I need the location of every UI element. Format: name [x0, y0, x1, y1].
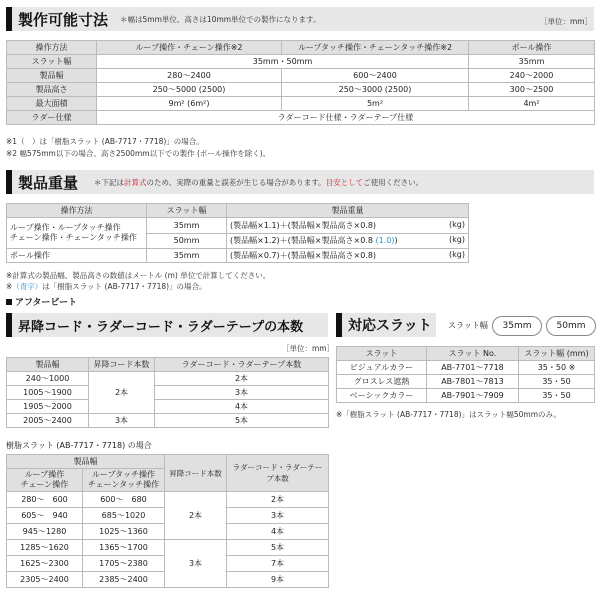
- cord-table: [6, 357, 329, 428]
- cord-cell: 3本: [165, 540, 227, 588]
- cell: 35・50: [519, 389, 595, 403]
- note-text: のため、実際の重量と誤差が生じる場合があります。: [146, 177, 326, 187]
- cell: 3本: [227, 508, 329, 524]
- cell: 4本: [155, 400, 329, 414]
- header-cell: ループタッチ操作 チェーンタッチ操作: [83, 469, 165, 492]
- header-cell: ラダーコード・ラダーテープ本数: [227, 455, 329, 492]
- header-cell: 製品幅: [7, 358, 89, 372]
- cell: 50mm: [147, 233, 227, 249]
- cell: 35mm: [469, 55, 595, 69]
- cell: 1905～2000: [7, 400, 89, 414]
- cell: 1625～2300: [7, 556, 83, 572]
- cell: 600～ 680: [83, 492, 165, 508]
- table-row: [7, 69, 595, 83]
- cord-cell: 2本: [165, 492, 227, 540]
- header-cell: スラット幅: [147, 204, 227, 218]
- cell: 2305～2400: [7, 572, 83, 588]
- cell: AB-7801～7813: [427, 375, 519, 389]
- section-header-cords: [6, 313, 328, 337]
- unit: (kg): [449, 235, 465, 245]
- footnote: ※1（ ）は「樹脂スラット (AB-7717・7718)」の場合。: [6, 137, 204, 146]
- section-title: 製作可能寸法: [18, 10, 109, 29]
- formula-resin: (1.0): [375, 236, 395, 246]
- cell: 280～2400: [97, 69, 282, 83]
- note-emphasis: 計算式: [124, 177, 147, 187]
- cell: 3本: [155, 386, 329, 400]
- table-row: [7, 249, 469, 263]
- footnote: ※計算式の製品幅、製品高さの数値はメートル (m) 単位で計算してください。: [6, 271, 271, 280]
- cord-cell: 2本: [89, 372, 155, 414]
- row-label: 製品高さ: [7, 83, 97, 97]
- formula-cell: [227, 233, 469, 249]
- after-beat-label: [6, 295, 77, 308]
- note-text: は「樹脂スラット (AB-7717・7718)」の場合。: [42, 282, 207, 291]
- unit: (kg): [449, 250, 465, 259]
- op-label: ループ操作・ループタッチ操作 チェーン操作・チェーンタッチ操作: [7, 218, 147, 249]
- cell: 605～ 940: [7, 508, 83, 524]
- weight-table: [6, 203, 469, 263]
- cell: 300～2500: [469, 83, 595, 97]
- formula: (製品幅×1.1)＋(製品幅×製品高さ×0.8): [230, 220, 377, 230]
- slat-table: [336, 346, 595, 403]
- footnote: ※「樹脂スラット (AB-7717・7718)」はスラット幅50mmのみ。: [336, 410, 561, 419]
- table-row: [7, 386, 329, 400]
- formula-cell: [227, 249, 469, 263]
- header-bar: [336, 313, 342, 337]
- table-row: [7, 540, 329, 556]
- header-cell: スラット No.: [427, 347, 519, 361]
- slat-50-pill: 50mm: [546, 316, 596, 336]
- cell: 4m²: [469, 97, 595, 111]
- cell: 945～1280: [7, 524, 83, 540]
- cell: 35・50: [519, 375, 595, 389]
- header-bar: [6, 170, 12, 194]
- cell: 35mm・50mm: [97, 55, 469, 69]
- header-cell: 昇降コード本数: [165, 455, 227, 492]
- cell: 5本: [155, 414, 329, 428]
- cell: 4本: [227, 524, 329, 540]
- table-row: [7, 455, 329, 469]
- cell: 250～5000 (2500): [97, 83, 282, 97]
- cell: ビジュアルカラー: [337, 361, 427, 375]
- table-row: [337, 389, 595, 403]
- row-label: 最大面積: [7, 97, 97, 111]
- section-header-size: [6, 7, 594, 31]
- header-cell: スラット幅 (mm): [519, 347, 595, 361]
- cell: 2本: [227, 492, 329, 508]
- cell: 240～2000: [469, 69, 595, 83]
- header-cell: ラダーコード・ラダーテープ本数: [155, 358, 329, 372]
- cell: 280～ 600: [7, 492, 83, 508]
- row-label: スラット幅: [7, 55, 97, 69]
- table-row: [7, 492, 329, 508]
- cell: 35・50 ※: [519, 361, 595, 375]
- table-row: [337, 375, 595, 389]
- header-cell: 操作方法: [7, 41, 97, 55]
- size-table: [6, 40, 595, 125]
- footnote: ※2 幅575mm以下の場合、高さ2500mm以下での製作 (ポール操作を除く)。: [6, 149, 271, 158]
- section-title: 製品重量: [18, 173, 79, 192]
- cell: 9m² (6m²): [97, 97, 282, 111]
- cell: 1365～1700: [83, 540, 165, 556]
- cell: 1005～1900: [7, 386, 89, 400]
- cell: 1705～2380: [83, 556, 165, 572]
- table-row: [7, 204, 469, 218]
- section-note: [94, 177, 423, 188]
- table-row: [7, 55, 595, 69]
- table-row: [7, 111, 595, 125]
- table-row: [7, 372, 329, 386]
- header-cell: ループ操作 チェーン操作: [7, 469, 83, 492]
- cell: 2005～2400: [7, 414, 89, 428]
- table-row: [7, 41, 595, 55]
- note-text: ＊下記は: [94, 177, 125, 187]
- cell: 7本: [227, 556, 329, 572]
- cell: 35mm: [147, 249, 227, 263]
- formula-cell: [227, 218, 469, 234]
- note-text: ※: [6, 282, 13, 291]
- cell: 5m²: [282, 97, 469, 111]
- cell: 2385～2400: [83, 572, 165, 588]
- cell: 685～1020: [83, 508, 165, 524]
- cell: 250～3000 (2500): [282, 83, 469, 97]
- header-cell: 操作方法: [7, 204, 147, 218]
- table-row: [7, 358, 329, 372]
- after-beat-text: アフタービート: [15, 298, 78, 308]
- header-cell: スラット: [337, 347, 427, 361]
- section-note: ＊幅は5mm単位、高さは10mm単位での製作になります。: [120, 14, 321, 24]
- section-title: 対応スラット: [348, 318, 432, 334]
- header-cell: ループタッチ操作・チェーンタッチ操作※2: [282, 41, 469, 55]
- header-bar: [6, 313, 12, 337]
- op-label: ポール操作: [7, 249, 147, 263]
- cell: グロスレス遮熱: [337, 375, 427, 389]
- note-text: ご使用ください。: [363, 177, 424, 187]
- row-label: 製品幅: [7, 69, 97, 83]
- table-row: [337, 347, 595, 361]
- header-cell: 昇降コード本数: [89, 358, 155, 372]
- formula: (製品幅×0.7)＋(製品幅×製品高さ×0.8): [230, 251, 377, 260]
- table-row: [337, 361, 595, 375]
- note-emphasis: 目安として: [325, 177, 364, 187]
- header-cell: ループ操作・チェーン操作※2: [97, 41, 282, 55]
- row-label: ラダー仕様: [7, 111, 97, 125]
- slat-width-label: スラット幅: [448, 321, 488, 330]
- table-row: [7, 218, 469, 234]
- cord-cell: 3本: [89, 414, 155, 428]
- cell: ラダーコード仕様・ラダーテープ仕様: [97, 111, 595, 125]
- cell: ベーシックカラー: [337, 389, 427, 403]
- cell: 2本: [155, 372, 329, 386]
- note-blue: （青字）: [12, 282, 43, 291]
- section-header-slats: [336, 313, 436, 337]
- unit-label: ［単位：mm］: [540, 17, 593, 26]
- unit-label: ［単位：mm］: [282, 344, 335, 353]
- cell: 240～1000: [7, 372, 89, 386]
- footnote: [6, 281, 207, 292]
- cell: 5本: [227, 540, 329, 556]
- header-cell: 製品重量: [227, 204, 469, 218]
- cell: AB-7701～7718: [427, 361, 519, 375]
- section-title: 昇降コード・ラダーコード・ラダーテープの本数: [18, 319, 304, 335]
- resin-caption: 樹脂スラット (AB-7717・7718) の場合: [6, 441, 152, 450]
- cell: 600～2400: [282, 69, 469, 83]
- cell: 1025～1360: [83, 524, 165, 540]
- table-row: [7, 83, 595, 97]
- table-row: [7, 414, 329, 428]
- slat-35-pill: 35mm: [492, 316, 542, 336]
- formula-close: ): [394, 236, 398, 246]
- cell: AB-7901～7909: [427, 389, 519, 403]
- unit: (kg): [449, 219, 465, 229]
- cell: 35mm: [147, 218, 227, 234]
- cell: 9本: [227, 572, 329, 588]
- cell: 1285～1620: [7, 540, 83, 556]
- table-row: [7, 400, 329, 414]
- resin-cord-table: [6, 454, 329, 588]
- table-row: [7, 97, 595, 111]
- formula: (製品幅×1.2)＋(製品幅×製品高さ×0.8: [230, 236, 376, 246]
- section-header-weight: [6, 170, 594, 194]
- header-cell: ポール操作: [469, 41, 595, 55]
- header-cell: 製品幅: [7, 455, 165, 469]
- header-bar: [6, 7, 12, 31]
- bullet-icon: [6, 299, 12, 305]
